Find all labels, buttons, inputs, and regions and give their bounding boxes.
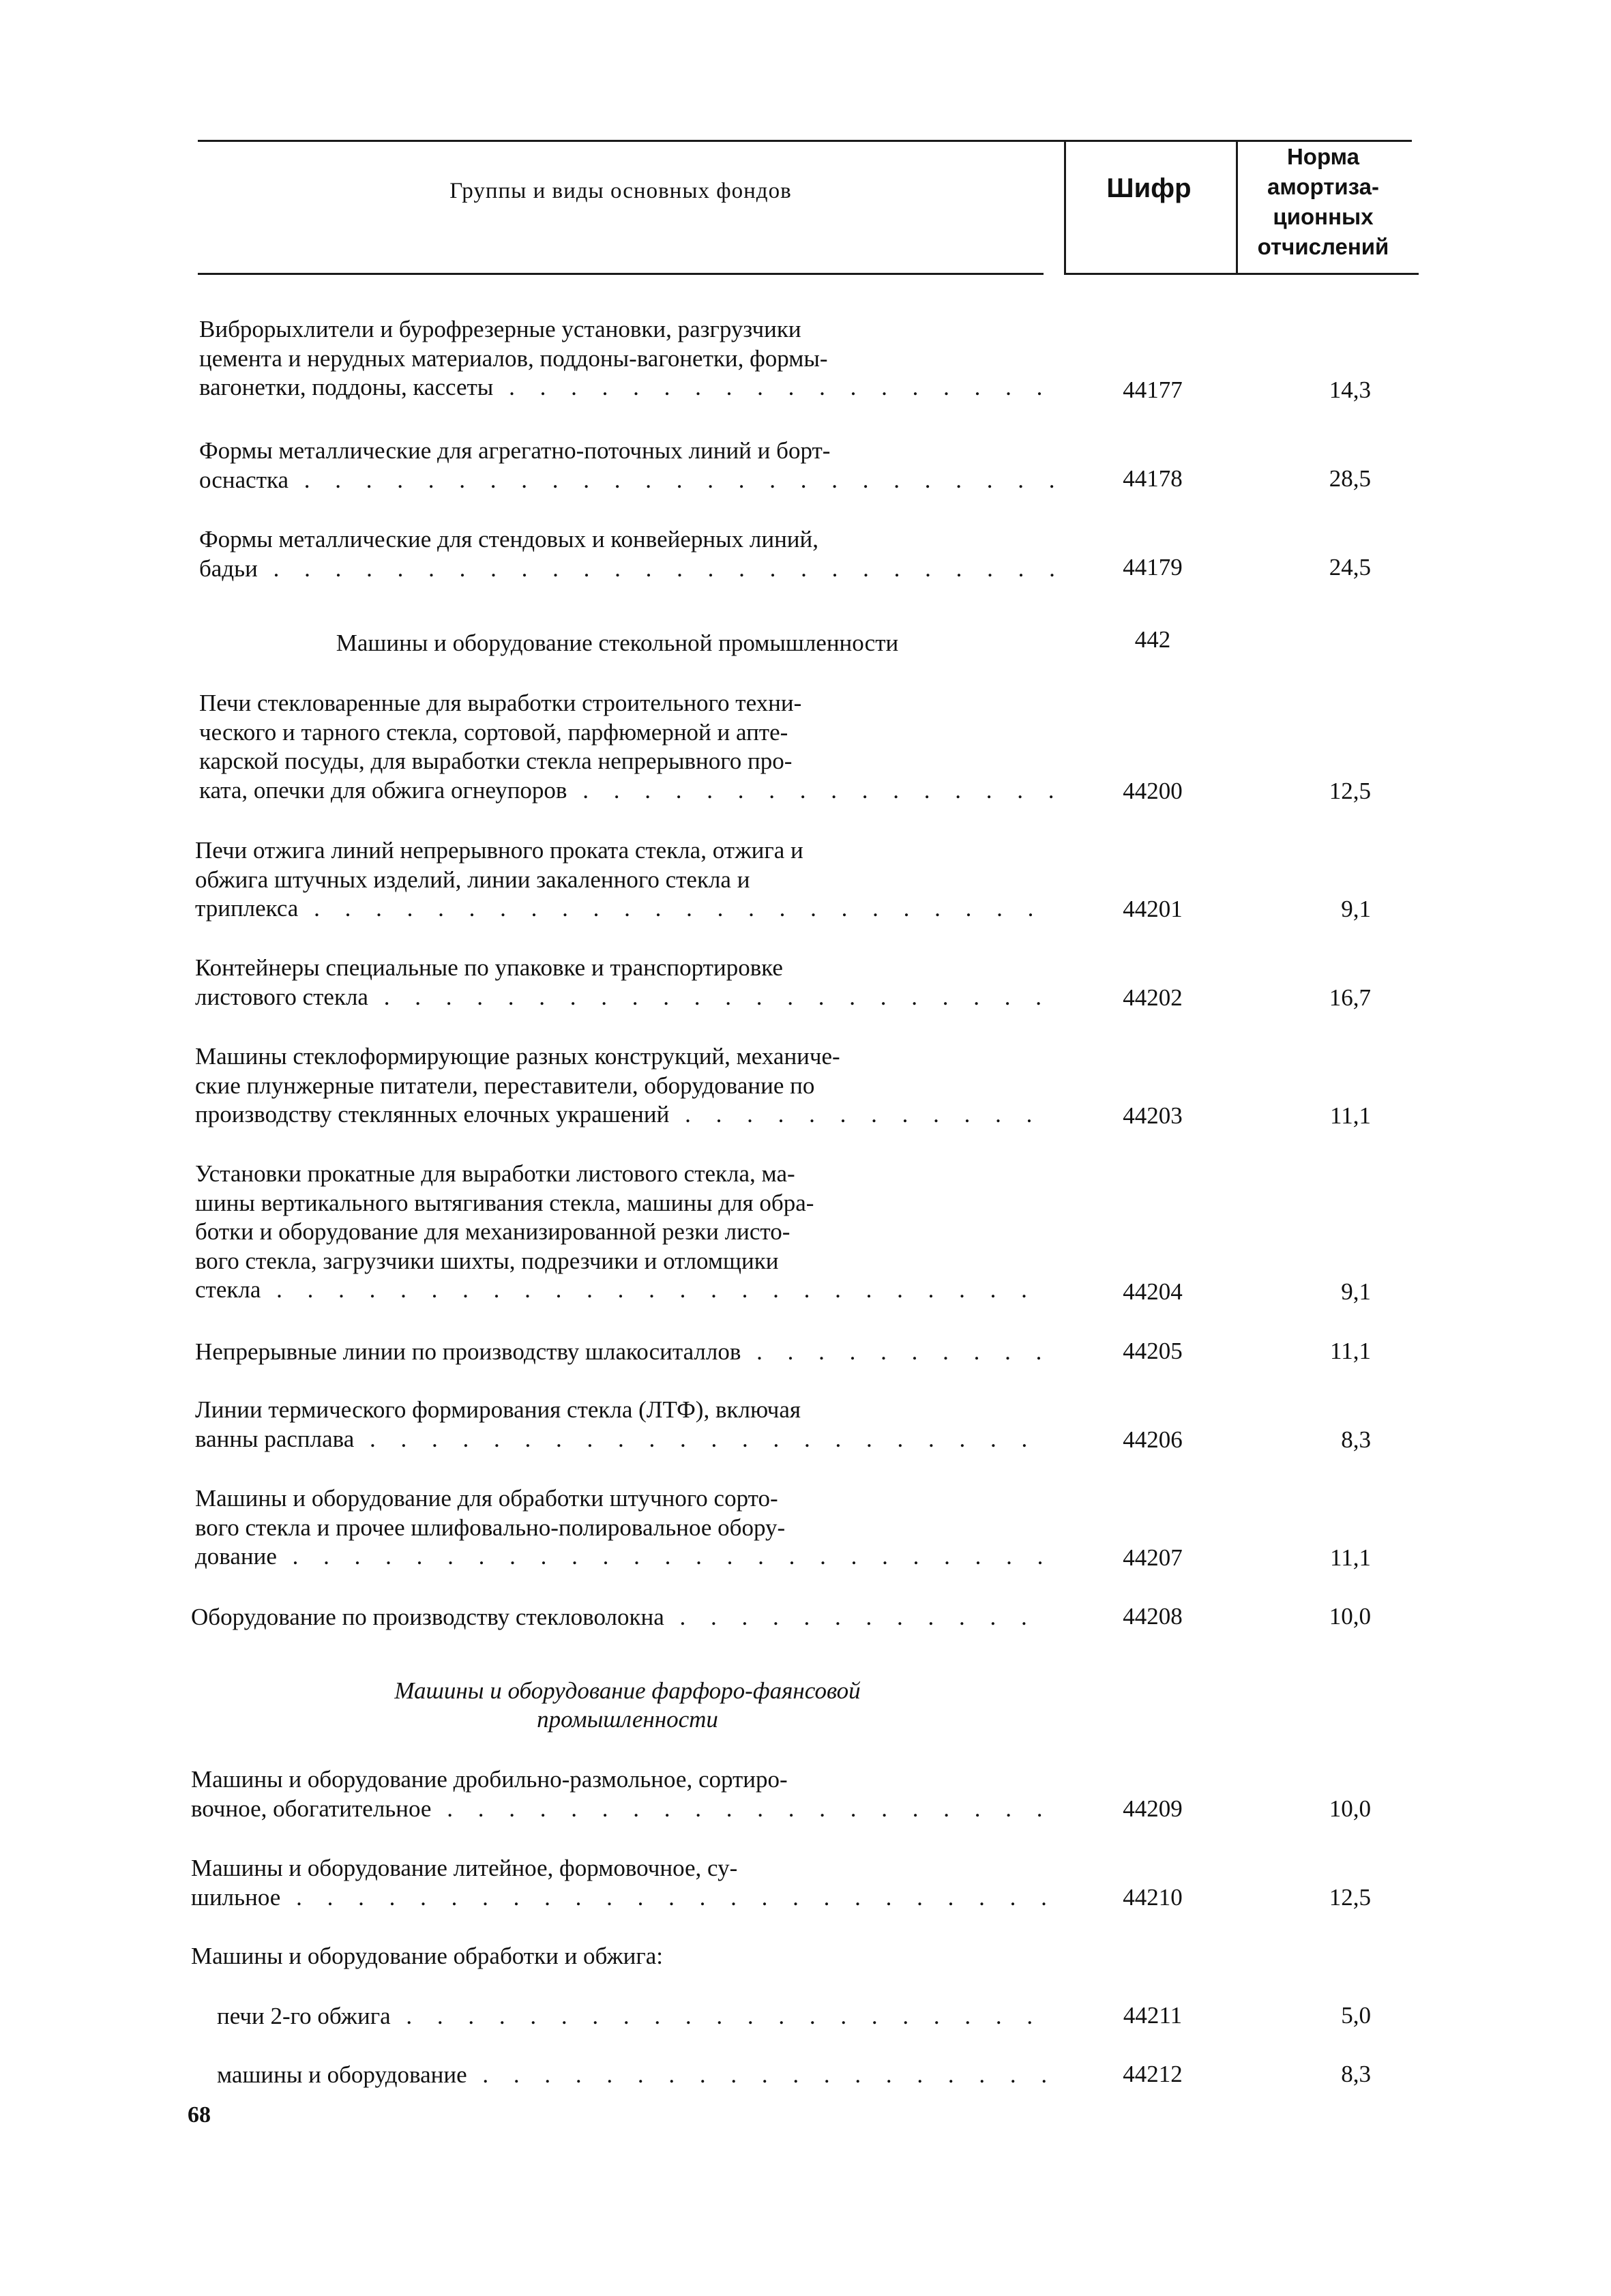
table-row-norm: 8,3 bbox=[1341, 2061, 1371, 2087]
table-row-description: Контейнеры специальные по упаковке и транспортировке листового стекла . . . bbox=[195, 954, 1051, 1012]
table-row-norm: 5,0 bbox=[1341, 2002, 1371, 2029]
table-row-code: 44177 bbox=[1123, 377, 1183, 403]
table-row-description: Машины стеклоформирующие разных конструкций, механиче- ские плунжерные питатели, переставители, оборудование по производству стеклянных елочных украшений . . . bbox=[195, 1042, 1051, 1130]
table-row-norm: 12,5 bbox=[1329, 1884, 1371, 1911]
table-row-norm: 8,3 bbox=[1341, 1426, 1371, 1453]
column-header-code: Шифр bbox=[1106, 173, 1192, 203]
section-title-porcelain: Машины и оборудование фарфоро-фаянсовой промышленности bbox=[394, 1677, 861, 1733]
table-row-description: Машины и оборудование дробильно-размольное, сортиро- вочное, обогатительное . . . bbox=[191, 1765, 1047, 1823]
table-row-code: 44207 bbox=[1123, 1544, 1183, 1571]
table-row-description: Установки прокатные для выработки листового стекла, ма- шины вертикального вытягивания стекла, машины для обра- ботки и оборудование для механизированной резки листо- вого стекла, загрузчики шихты, подрезчики и отломщики стекла . . . bbox=[195, 1160, 1051, 1305]
column-header-groups: Группы и виды основных фондов bbox=[449, 179, 792, 203]
column-header-norm: Норма амортиза- ционных отчислений bbox=[1257, 144, 1389, 259]
table-row-code: 44203 bbox=[1123, 1102, 1183, 1129]
table-row-norm: 11,1 bbox=[1330, 1102, 1371, 1129]
table-row-norm: 14,3 bbox=[1329, 377, 1371, 403]
table-row-norm: 12,5 bbox=[1329, 778, 1371, 804]
table-row-code: 44209 bbox=[1123, 1795, 1183, 1822]
table-row-norm: 16,7 bbox=[1329, 984, 1371, 1011]
table-row-description: Машины и оборудование для обработки штучного сорто- вого стекла и прочее шлифовально-полировальное обору- дование . . . bbox=[195, 1484, 1051, 1572]
table-row-code: 44179 bbox=[1123, 554, 1183, 580]
header-top-rule bbox=[198, 140, 1412, 142]
table-row-description: печи 2-го обжига . . . bbox=[217, 2002, 1049, 2031]
table-row-code: 44205 bbox=[1123, 1338, 1183, 1364]
table-row-code: 44208 bbox=[1123, 1603, 1183, 1630]
table-row-description: Непрерывные линии по производству шлакоситаллов . . . bbox=[195, 1338, 1051, 1367]
subsection-heading-processing: Машины и оборудование обработки и обжига: bbox=[191, 1943, 664, 1969]
table-row-code: 44202 bbox=[1123, 984, 1183, 1011]
table-row-description: Формы металлические для агрегатно-поточных линий и борт- оснастка . . . bbox=[199, 437, 1055, 495]
table-row-norm: 11,1 bbox=[1330, 1338, 1371, 1364]
table-row-code: 44212 bbox=[1123, 2061, 1183, 2087]
header-bottom-rule-right bbox=[1064, 273, 1419, 275]
table-row-description: Печи стекловаренные для выработки строительного техни- ческого и тарного стекла, сортовой, парфюмерной и апте- карской посуды, для выработки стекла непрерывного про- ката, опечки для обжига огнеупоров . . . bbox=[199, 689, 1055, 805]
table-row-norm: 24,5 bbox=[1329, 554, 1371, 580]
table-row-description: Линии термического формирования стекла (ЛТФ), включая ванны расплава . . . bbox=[195, 1396, 1051, 1454]
table-row-code: 44201 bbox=[1123, 896, 1183, 922]
table-row-description: машины и оборудование . . . bbox=[217, 2061, 1049, 2090]
table-row-description: Печи отжига линий непрерывного проката стекла, отжига и обжига штучных изделий, линии закаленного стекла и триплекса . . . bbox=[195, 836, 1051, 924]
table-row-norm: 9,1 bbox=[1341, 896, 1371, 922]
table-row-code: 44211 bbox=[1123, 2002, 1183, 2029]
section-code-glass: 442 bbox=[1134, 626, 1171, 653]
table-row-code: 44204 bbox=[1123, 1278, 1183, 1305]
table-row-description: Машины и оборудование литейное, формовочное, су- шильное . . . bbox=[191, 1854, 1047, 1912]
table-row-code: 44206 bbox=[1123, 1426, 1183, 1453]
table-row-code: 44200 bbox=[1123, 778, 1183, 804]
table-row-code: 44210 bbox=[1123, 1884, 1183, 1911]
table-row-norm: 10,0 bbox=[1329, 1795, 1371, 1822]
table-row-code: 44178 bbox=[1123, 465, 1183, 492]
table-row-norm: 28,5 bbox=[1329, 465, 1371, 492]
section-title-glass: Машины и оборудование стекольной промышленности bbox=[336, 630, 899, 656]
header-bottom-rule bbox=[198, 273, 1044, 275]
table-row-description: Виброрыхлители и бурофрезерные установки, разгрузчики цемента и нерудных материалов, поддоны-вагонетки, формы- вагонетки, поддоны, кассеты . . . bbox=[199, 315, 1055, 402]
table-row-norm: 11,1 bbox=[1330, 1544, 1371, 1571]
table-row-norm: 9,1 bbox=[1341, 1278, 1371, 1305]
header-divider-1 bbox=[1064, 140, 1066, 275]
table-row-description: Оборудование по производству стекловолокна . . . bbox=[191, 1603, 1047, 1632]
page-number: 68 bbox=[188, 2102, 211, 2128]
table-row-norm: 10,0 bbox=[1329, 1603, 1371, 1630]
table-row-description: Формы металлические для стендовых и конвейерных линий, бадьи . . . bbox=[199, 525, 1055, 583]
